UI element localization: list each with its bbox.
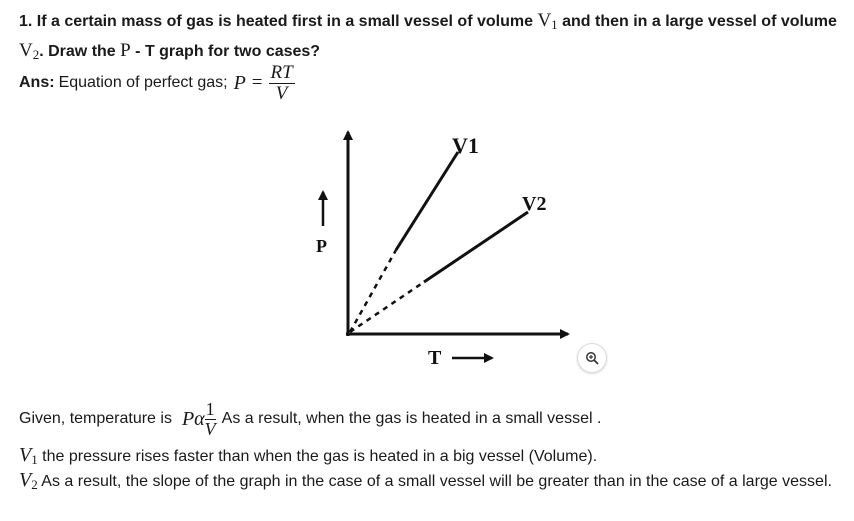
v1-label: V1 — [452, 133, 479, 158]
question-mid2: . Draw the — [39, 43, 121, 60]
answer-label: Ans: — [19, 74, 55, 91]
explanation-line-3 — [19, 468, 851, 497]
p-symbol: P — [120, 40, 131, 61]
answer-text: Equation of perfect gas; — [58, 74, 228, 91]
zoom-in-button[interactable] — [577, 343, 607, 373]
fraction-denominator: V — [275, 82, 288, 104]
fraction-numerator: RT — [270, 61, 293, 83]
v1-line-dashed — [350, 250, 396, 332]
v2-inline-symbol: $V_2$ — [19, 469, 38, 492]
given-fraction-denominator: V — [204, 418, 216, 439]
t-label: T — [428, 347, 442, 369]
answer-lhs: P — [233, 71, 246, 94]
pt-graph-figure — [300, 118, 590, 378]
v1-inline-symbol: $V_1$ — [19, 444, 38, 467]
given-fraction — [205, 400, 216, 439]
answer-equals: = — [251, 72, 263, 93]
answer-fraction — [269, 63, 295, 104]
question-text — [19, 8, 849, 68]
proportionality-symbol: Pα — [181, 407, 205, 430]
given-line — [19, 396, 849, 442]
given-suffix: As a result, when the gas is heated in a small vessel . — [221, 410, 602, 427]
line2-text: the pressure rises faster than when the gas is heated in a big vessel (Volume). — [37, 448, 598, 465]
line3-text: As a result, the slope of the graph in the case of a small vessel will be greater than in the case of a large vessel. — [37, 473, 832, 490]
v2-line — [424, 212, 528, 282]
v2-symbol: $V_2$ — [19, 40, 40, 62]
v1-symbol: $V_1$ — [537, 10, 558, 32]
question-suffix: - T graph for two cases? — [130, 43, 321, 60]
v2-label: V2 — [522, 193, 547, 215]
v1-line — [396, 152, 458, 250]
question-mid: and then in a large vessel of volume — [557, 13, 837, 30]
v2-line-dashed — [350, 282, 424, 332]
given-fraction-numerator: 1 — [205, 398, 215, 419]
zoom-in-icon — [585, 351, 599, 365]
answer-line — [19, 60, 295, 106]
question-prefix: 1. If a certain mass of gas is heated first in a small vessel of volume — [19, 13, 538, 30]
p-label: P — [316, 236, 327, 256]
given-prefix: Given, temperature is — [19, 410, 172, 427]
